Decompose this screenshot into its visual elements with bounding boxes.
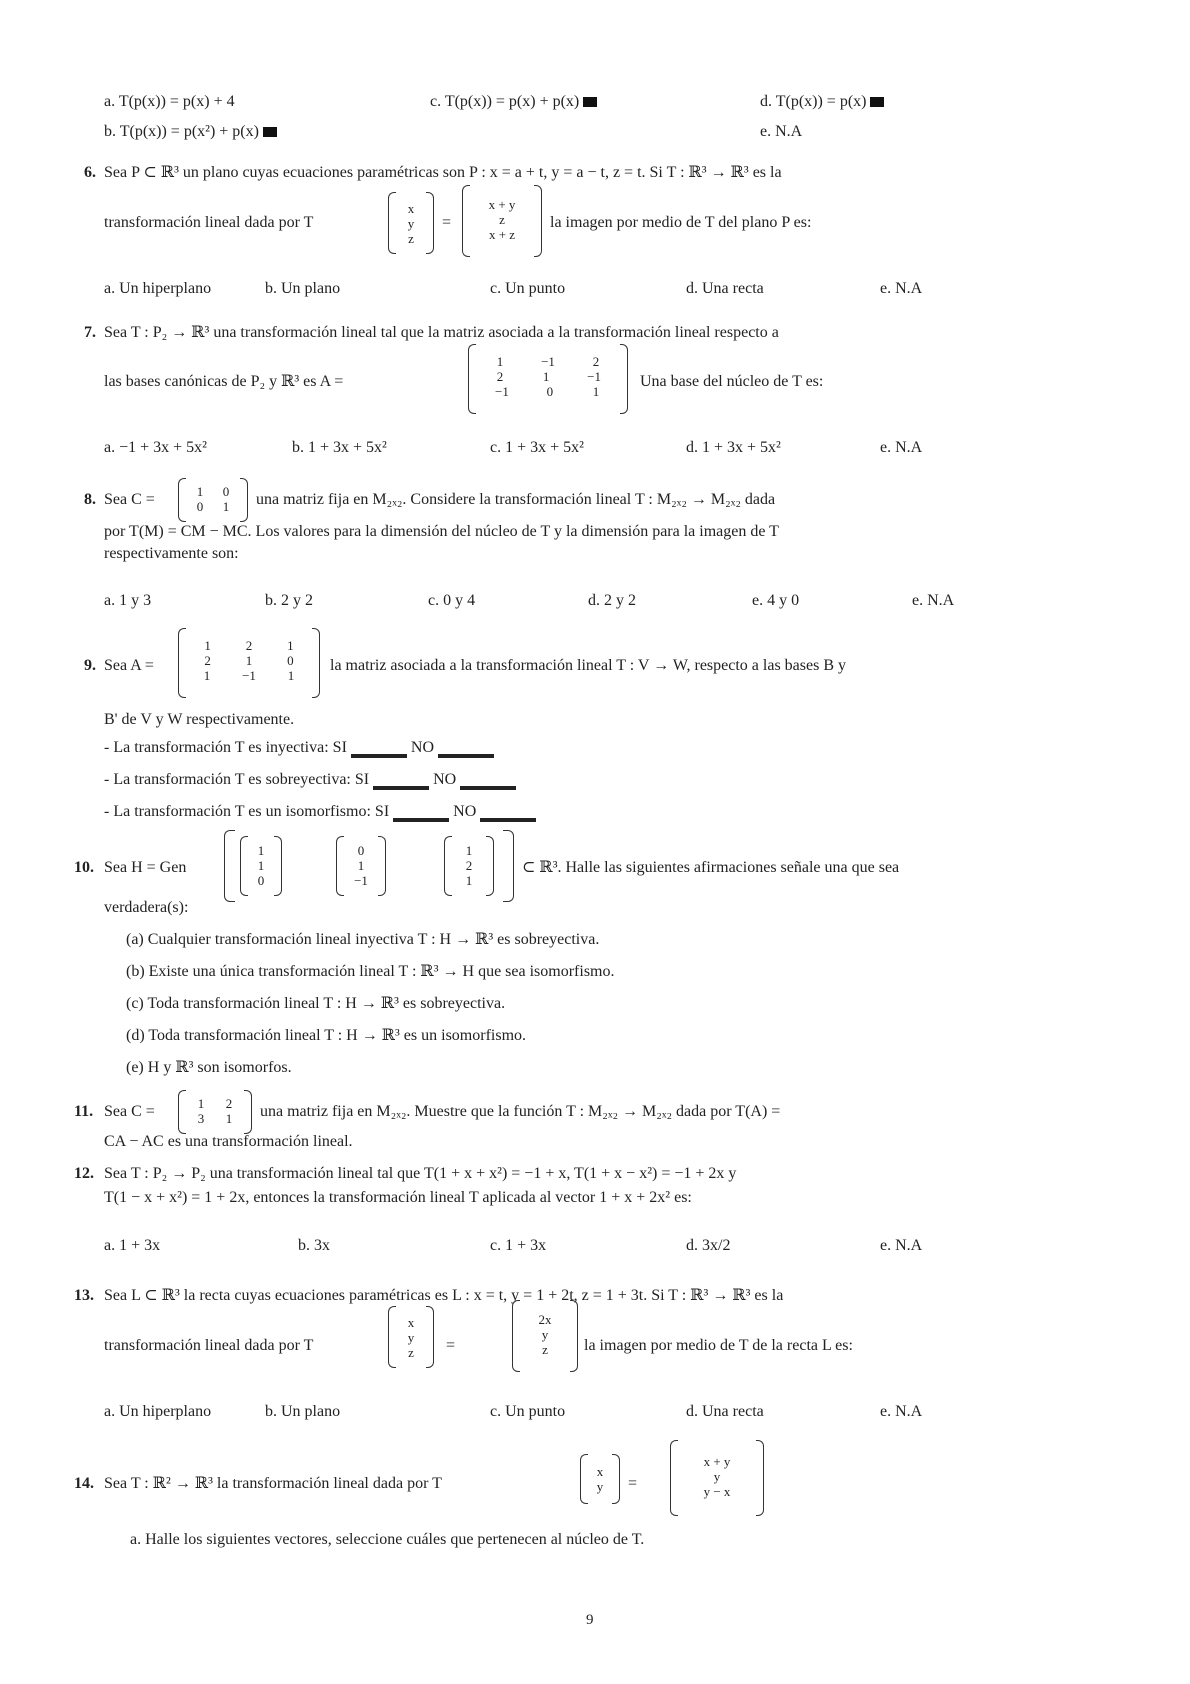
question-number: 7. bbox=[84, 324, 96, 341]
answer-blank-no[interactable] bbox=[438, 742, 494, 758]
statement-b: (b) Existe una única transformación lineal T : ℝ³ → H que sea isomorfismo. bbox=[126, 963, 615, 980]
matrix-a: 1 2 1 2 1 0 1 −1 1 bbox=[178, 628, 320, 698]
option-e-top: e. N.A bbox=[760, 123, 803, 140]
option-a: a. Un hiperplano bbox=[104, 1403, 212, 1420]
vector-image: x + y y y − x bbox=[670, 1440, 764, 1516]
redaction-mark bbox=[583, 97, 597, 107]
option-b: b. 2 y 2 bbox=[265, 592, 313, 609]
vector-xyz: x y z bbox=[388, 192, 434, 254]
option-b-top: b. T(p(x)) = p(x²) + p(x) bbox=[104, 122, 277, 142]
option-b: b. 1 + 3x + 5x² bbox=[292, 439, 387, 456]
option-d: d. Una recta bbox=[686, 1403, 764, 1420]
question-9-text-1a: Sea A = bbox=[104, 657, 154, 674]
option-b: b. 3x bbox=[298, 1237, 330, 1254]
vector-image: x + y z x + z bbox=[462, 185, 542, 257]
question-number: 11. bbox=[74, 1103, 94, 1120]
option-c: c. 0 y 4 bbox=[428, 592, 476, 609]
answer-blank-si[interactable] bbox=[351, 742, 407, 758]
generator-set bbox=[224, 830, 514, 902]
question-12-text-1: Sea T : P₂ → P₂ una transformación lineal tal que T(1 + x + x²) = −1 + x, T(1 + x − x²) = −1 + 2x y bbox=[104, 1165, 737, 1182]
equals-sign: = bbox=[628, 1475, 638, 1492]
question-7-text-2b: Una base del núcleo de T es: bbox=[640, 373, 824, 390]
question-10-text-1a: Sea H = Gen bbox=[104, 859, 187, 876]
option-c: c. Un punto bbox=[490, 1403, 566, 1420]
question-6-text: Sea P ⊂ ℝ³ un plano cuyas ecuaciones paramétricas son P : x = a + t, y = a − t, z = t. Si T : ℝ³ → ℝ³ es la bbox=[104, 164, 782, 181]
question-7-text: Sea T : P₂ → ℝ³ una transformación lineal tal que la matriz asociada a la transformación lineal respecto a bbox=[104, 324, 779, 341]
option-a: a. −1 + 3x + 5x² bbox=[104, 439, 207, 456]
matrix-a: 1 −1 2 2 1 −1 −1 0 1 bbox=[468, 344, 628, 414]
option-a: a. 1 + 3x bbox=[104, 1237, 161, 1254]
answer-blank-si[interactable] bbox=[393, 806, 449, 822]
matrix-c: 1 0 0 1 bbox=[178, 478, 248, 522]
option-a: a. Un hiperplano bbox=[104, 280, 212, 297]
question-14-item-a: a. Halle los siguientes vectores, seleccione cuáles que pertenecen al núcleo de T. bbox=[130, 1531, 645, 1548]
vector-image: 2x y z bbox=[512, 1300, 578, 1372]
question-number: 9. bbox=[84, 657, 96, 674]
statement-e: (e) H y ℝ³ son isomorfos. bbox=[126, 1059, 292, 1076]
option-c-top: c. T(p(x)) = p(x) + p(x) bbox=[430, 92, 597, 112]
question-12-text-2: T(1 − x + x²) = 1 + 2x, entonces la transformación lineal T aplicada al vector 1 + x + 2x² es: bbox=[104, 1189, 692, 1206]
vector-xyz: x y z bbox=[388, 1306, 434, 1368]
injective-line: - La transformación T es inyectiva: SI NO bbox=[104, 738, 494, 758]
equals-sign: = bbox=[442, 214, 452, 231]
vector-xy: x y bbox=[580, 1454, 620, 1504]
answer-blank-si[interactable] bbox=[373, 774, 429, 790]
question-11-text-1a: Sea C = bbox=[104, 1103, 155, 1120]
question-number: 8. bbox=[84, 491, 96, 508]
question-number: 14. bbox=[74, 1475, 94, 1492]
question-6-text-2c: la imagen por medio de T del plano P es: bbox=[550, 214, 812, 231]
vector-2: 0 1 −1 bbox=[336, 836, 386, 896]
option-e: e. N.A bbox=[880, 280, 923, 297]
option-b: b. Un plano bbox=[265, 1403, 341, 1420]
question-11-text-1b: una matriz fija en M₂ₓ₂. Muestre que la función T : M₂ₓ₂ → M₂ₓ₂ dada por T(A) = bbox=[260, 1103, 781, 1120]
question-6-text-2a: transformación lineal dada por T bbox=[104, 214, 314, 231]
option-d: d. 2 y 2 bbox=[588, 592, 636, 609]
option-na: e. N.A bbox=[912, 592, 955, 609]
statement-d: (d) Toda transformación lineal T : H → ℝ³ es un isomorfismo. bbox=[126, 1027, 527, 1044]
question-number: 6. bbox=[84, 164, 96, 181]
option-b: b. Un plano bbox=[265, 280, 341, 297]
matrix-c: 1 2 3 1 bbox=[178, 1090, 252, 1134]
option-c: c. 1 + 3x bbox=[490, 1237, 547, 1254]
option-e: e. N.A bbox=[880, 1403, 923, 1420]
option-d: d. 3x/2 bbox=[686, 1237, 731, 1254]
option-a: a. 1 y 3 bbox=[104, 592, 152, 609]
equals-sign: = bbox=[446, 1337, 456, 1354]
question-11-text-2: CA − AC es una transformación lineal. bbox=[104, 1133, 353, 1150]
redaction-mark bbox=[870, 97, 884, 107]
question-7-text-2a: las bases canónicas de P₂ y ℝ³ es A = bbox=[104, 373, 344, 390]
question-13-text-2a: transformación lineal dada por T bbox=[104, 1337, 314, 1354]
statement-c: (c) Toda transformación lineal T : H → ℝ³ es sobreyectiva. bbox=[126, 995, 506, 1012]
vector-1: 1 1 0 bbox=[240, 836, 282, 896]
question-13-text-2c: la imagen por medio de T de la recta L es: bbox=[584, 1337, 853, 1354]
question-10-text-2: verdadera(s): bbox=[104, 899, 189, 916]
question-8-text-1a: Sea C = bbox=[104, 491, 155, 508]
option-a-top: a. T(p(x)) = p(x) + 4 bbox=[104, 93, 235, 110]
question-14-text-1a: Sea T : ℝ² → ℝ³ la transformación lineal dada por T bbox=[104, 1475, 442, 1492]
question-8-text-1b: una matriz fija en M₂ₓ₂. Considere la transformación lineal T : M₂ₓ₂ → M₂ₓ₂ dada bbox=[256, 491, 776, 508]
question-number: 12. bbox=[74, 1165, 94, 1182]
option-c: c. Un punto bbox=[490, 280, 566, 297]
redaction-mark bbox=[263, 127, 277, 137]
question-8-text-3: respectivamente son: bbox=[104, 545, 239, 562]
vector-3: 1 2 1 bbox=[444, 836, 494, 896]
question-8-text-2: por T(M) = CM − MC. Los valores para la dimensión del núcleo de T y la dimensión para la imagen de T bbox=[104, 523, 779, 540]
option-d-top: d. T(p(x)) = p(x) bbox=[760, 92, 884, 112]
option-e: e. N.A bbox=[880, 1237, 923, 1254]
question-9-text-2: B' de V y W respectivamente. bbox=[104, 711, 295, 728]
option-d: d. Una recta bbox=[686, 280, 764, 297]
surjective-line: - La transformación T es sobreyectiva: SI NO bbox=[104, 770, 516, 790]
option-c: c. 1 + 3x + 5x² bbox=[490, 439, 584, 456]
option-d: d. 1 + 3x + 5x² bbox=[686, 439, 781, 456]
page-number: 9 bbox=[586, 1612, 594, 1628]
question-13-text-1: Sea L ⊂ ℝ³ la recta cuyas ecuaciones paramétricas es L : x = t, y = 1 + 2t, z = 1 + 3t. Si T : ℝ³ → ℝ³ es la bbox=[104, 1287, 784, 1304]
answer-blank-no[interactable] bbox=[460, 774, 516, 790]
option-e: e. 4 y 0 bbox=[752, 592, 800, 609]
option-e: e. N.A bbox=[880, 439, 923, 456]
statement-a: (a) Cualquier transformación lineal inyectiva T : H → ℝ³ es sobreyectiva. bbox=[126, 931, 600, 948]
isomorphism-line: - La transformación T es un isomorfismo: SI NO bbox=[104, 802, 536, 822]
question-10-text-1b: ⊂ ℝ³. Halle las siguientes afirmaciones señale una que sea bbox=[522, 859, 900, 876]
answer-blank-no[interactable] bbox=[480, 806, 536, 822]
question-number: 13. bbox=[74, 1287, 94, 1304]
question-9-text-1b: la matriz asociada a la transformación lineal T : V → W, respecto a las bases B y bbox=[330, 657, 846, 674]
question-number: 10. bbox=[74, 859, 94, 876]
